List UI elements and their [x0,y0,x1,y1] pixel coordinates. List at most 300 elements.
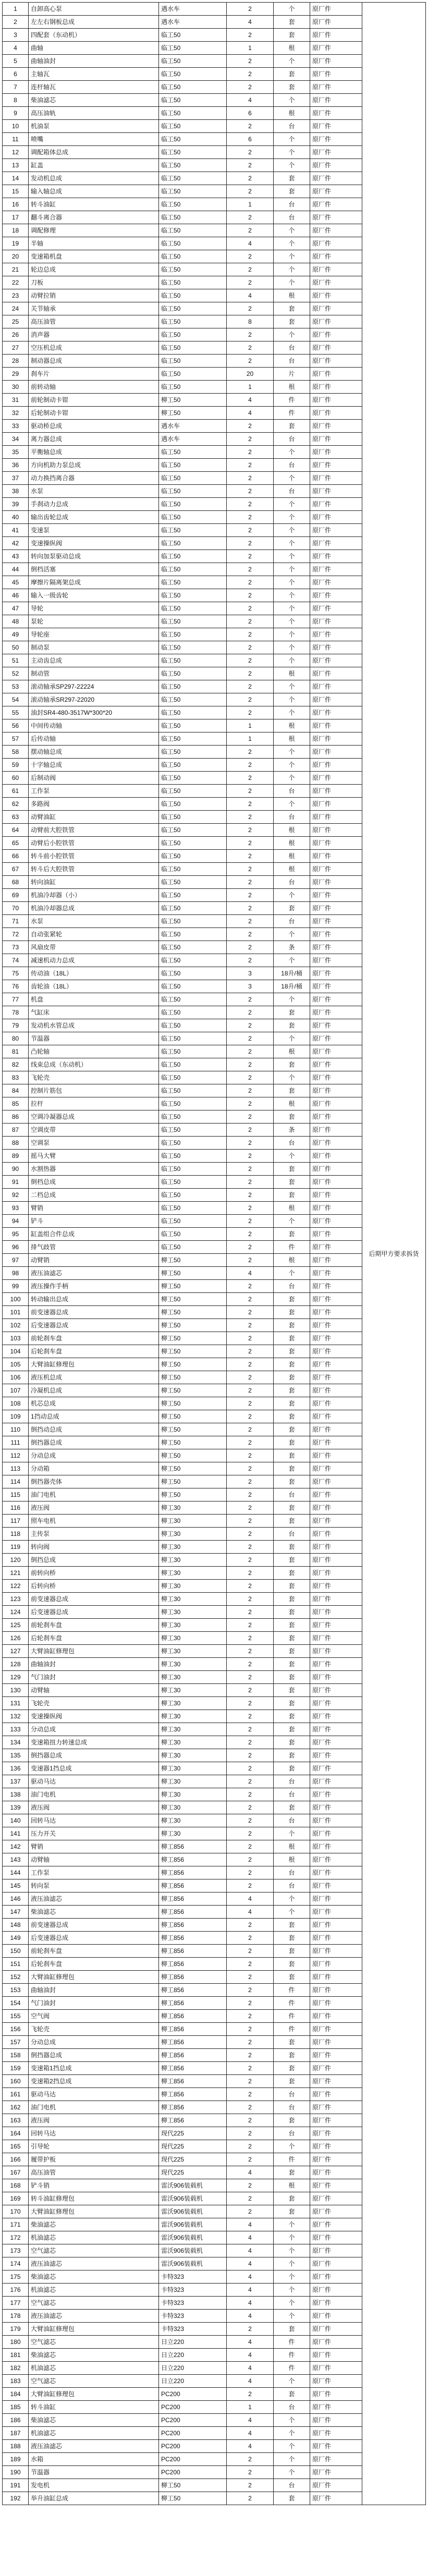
part-name-cell: 动臂轴 [29,1684,159,1697]
row-number-cell: 49 [3,628,29,641]
unit-cell: 套 [274,1058,310,1071]
row-number-cell: 97 [3,1254,29,1267]
unit-cell: 套 [274,1371,310,1384]
quantity-cell: 4 [227,1893,274,1906]
quantity-cell: 2 [227,654,274,667]
machine-model-cell: 柳工856 [159,2075,227,2088]
row-number-cell: 93 [3,1202,29,1215]
quantity-cell: 2 [227,68,274,81]
unit-cell: 套 [274,420,310,433]
unit-cell: 套 [274,1684,310,1697]
row-number-cell: 9 [3,107,29,120]
unit-cell: 套 [274,1410,310,1423]
part-name-cell: 后轮刹车盘 [29,1958,159,1971]
machine-model-cell: 柳工30 [159,1801,227,1814]
part-type-cell: 原厂件 [310,1137,362,1150]
machine-model-cell: 雷沃906装载机 [159,2257,227,2270]
part-name-cell: 铲斗销 [29,2179,159,2192]
quantity-cell: 2 [227,693,274,706]
part-name-cell: 引导轮 [29,2140,159,2153]
part-name-cell: 控制片筋包 [29,1084,159,1097]
row-number-cell: 95 [3,1228,29,1241]
machine-model-cell: 柳工856 [159,1984,227,1997]
part-name-cell: 动臂后小腔铁管 [29,837,159,850]
part-name-cell: 调配修理 [29,224,159,237]
unit-cell: 件 [274,2336,310,2349]
machine-model-cell: 柳工856 [159,1840,227,1853]
machine-model-cell: 柳工856 [159,2114,227,2127]
part-type-cell: 原厂件 [310,785,362,798]
part-type-cell: 原厂件 [310,1945,362,1958]
row-number-cell: 54 [3,693,29,706]
machine-model-cell: 柳工50 [159,394,227,407]
machine-model-cell: 柳工30 [159,1658,227,1671]
quantity-cell: 2 [227,602,274,615]
row-number-cell: 129 [3,1671,29,1684]
quantity-cell: 1 [227,732,274,746]
part-name-cell: 转斗后大腔铁管 [29,863,159,876]
part-name-cell: 后变速器总成 [29,1319,159,1332]
part-type-cell: 原厂件 [310,2466,362,2479]
part-name-cell: 水泵 [29,915,159,928]
unit-cell: 台 [274,211,310,224]
part-name-cell: 液压油滤芯 [29,2257,159,2270]
unit-cell: 个 [274,746,310,759]
unit-cell: 套 [274,1345,310,1358]
row-number-cell: 20 [3,250,29,263]
machine-model-cell: 雷沃906装载机 [159,2192,227,2205]
quantity-cell: 4 [227,2414,274,2427]
part-name-cell: 中间传动轴 [29,719,159,732]
row-number-cell: 71 [3,915,29,928]
part-type-cell: 原厂件 [310,537,362,550]
row-number-cell: 10 [3,120,29,133]
unit-cell: 套 [274,1619,310,1632]
row-number-cell: 172 [3,2231,29,2244]
quantity-cell: 4 [227,2440,274,2453]
quantity-cell: 4 [227,2310,274,2323]
unit-cell: 套 [274,1515,310,1528]
part-type-cell: 原厂件 [310,1515,362,1528]
quantity-cell: 2 [227,185,274,198]
machine-model-cell: 临工50 [159,1137,227,1150]
part-name-cell: 油门电机 [29,2101,159,2114]
part-type-cell: 原厂件 [310,954,362,967]
part-name-cell: 四配套（东动机） [29,29,159,42]
machine-model-cell: 柳工30 [159,1632,227,1645]
row-number-cell: 147 [3,1906,29,1919]
quantity-cell: 4 [227,2349,274,2362]
unit-cell: 套 [274,1932,310,1945]
part-name-cell: 转向泵 [29,1879,159,1893]
unit-cell: 套 [274,1319,310,1332]
part-type-cell: 原厂件 [310,2401,362,2414]
machine-model-cell: PC200 [159,2414,227,2427]
part-name-cell: 转向阀 [29,1541,159,1554]
part-type-cell: 原厂件 [310,1645,362,1658]
unit-cell: 套 [274,1332,310,1345]
quantity-cell: 2 [227,902,274,915]
row-number-cell: 134 [3,1736,29,1749]
machine-model-cell: 临工50 [159,1110,227,1124]
machine-model-cell: 临工50 [159,576,227,589]
quantity-cell: 2 [227,928,274,941]
unit-cell: 套 [274,1384,310,1397]
unit-cell: 根 [274,381,310,394]
quantity-cell: 2 [227,1997,274,2010]
quantity-cell: 2 [227,1293,274,1306]
quantity-cell: 2 [227,3,274,16]
unit-cell: 个 [274,1267,310,1280]
unit-cell: 根 [274,850,310,863]
part-name-cell: 后制动阀 [29,772,159,785]
unit-cell: 根 [274,107,310,120]
quantity-cell: 2 [227,2023,274,2036]
machine-model-cell: 临工50 [159,759,227,772]
part-type-cell: 原厂件 [310,915,362,928]
part-name-cell: 倒挡器壳体 [29,1475,159,1488]
machine-model-cell: 柳工50 [159,1449,227,1462]
part-name-cell: 主轴瓦 [29,68,159,81]
machine-model-cell: 临工50 [159,55,227,68]
part-type-cell: 原厂件 [310,993,362,1006]
quantity-cell: 2 [227,2010,274,2023]
row-number-cell: 89 [3,1150,29,1163]
quantity-cell: 2 [227,2153,274,2166]
part-type-cell: 原厂件 [310,1684,362,1697]
quantity-cell: 4 [227,289,274,302]
machine-model-cell: 柳工856 [159,2023,227,2036]
quantity-cell: 2 [227,706,274,719]
machine-model-cell: 临工50 [159,993,227,1006]
part-type-cell: 原厂件 [310,2336,362,2349]
machine-model-cell: 临工50 [159,706,227,719]
quantity-cell: 2 [227,1658,274,1671]
part-name-cell: 机油滤芯 [29,2231,159,2244]
part-type-cell: 原厂件 [310,2062,362,2075]
part-name-cell: 动臂油缸 [29,811,159,824]
part-type-cell: 原厂件 [310,1202,362,1215]
quantity-cell: 2 [227,1137,274,1150]
quantity-cell: 2 [227,1436,274,1449]
part-type-cell: 原厂件 [310,1475,362,1488]
machine-model-cell: 柳工50 [159,1332,227,1345]
unit-cell: 套 [274,1176,310,1189]
part-name-cell: 大臂油缸修理包 [29,1358,159,1371]
machine-model-cell: 临工50 [159,693,227,706]
quantity-cell: 2 [227,341,274,355]
part-type-cell: 原厂件 [310,1619,362,1632]
quantity-cell: 2 [227,1593,274,1606]
quantity-cell: 2 [227,1462,274,1475]
part-name-cell: 液压油滤芯 [29,1893,159,1906]
machine-model-cell: 临工50 [159,550,227,563]
quantity-cell: 2 [227,641,274,654]
quantity-cell: 2 [227,759,274,772]
unit-cell: 根 [274,824,310,837]
machine-model-cell: 柳工50 [159,1306,227,1319]
quantity-cell: 2 [227,1840,274,1853]
part-type-cell: 原厂件 [310,1827,362,1840]
row-number-cell: 136 [3,1762,29,1775]
machine-model-cell: PC200 [159,2453,227,2466]
quantity-cell: 4 [227,2336,274,2349]
part-type-cell: 原厂件 [310,1410,362,1423]
unit-cell: 根 [274,1097,310,1110]
machine-model-cell: 柳工856 [159,2010,227,2023]
unit-cell: 个 [274,589,310,602]
row-number-cell: 86 [3,1110,29,1124]
quantity-cell: 2 [227,120,274,133]
row-number-cell: 35 [3,446,29,459]
quantity-cell: 2 [227,159,274,172]
part-type-cell: 原厂件 [310,485,362,498]
part-name-cell: 履带护板 [29,2153,159,2166]
part-name-cell: 液压操作手柄 [29,1280,159,1293]
row-number-cell: 145 [3,1879,29,1893]
quantity-cell: 2 [227,1358,274,1371]
part-type-cell: 原厂件 [310,1280,362,1293]
part-name-cell: 分动总成 [29,1449,159,1462]
machine-model-cell: 临工50 [159,902,227,915]
part-name-cell: 油门电机 [29,1488,159,1501]
machine-model-cell: 临工50 [159,498,227,511]
machine-model-cell: 柳工856 [159,1919,227,1932]
row-number-cell: 82 [3,1058,29,1071]
machine-model-cell: 柳工30 [159,1723,227,1736]
machine-model-cell: 柳工30 [159,1697,227,1710]
machine-model-cell: 柳工856 [159,1893,227,1906]
part-name-cell: 输入一级齿轮 [29,589,159,602]
part-type-cell: 原厂件 [310,1293,362,1306]
unit-cell: 套 [274,1645,310,1658]
row-number-cell: 83 [3,1071,29,1084]
part-type-cell: 原厂件 [310,133,362,146]
row-number-cell: 126 [3,1632,29,1645]
quantity-cell: 2 [227,954,274,967]
part-name-cell: 空气滤芯 [29,2244,159,2257]
quantity-cell: 2 [227,2036,274,2049]
part-type-cell: 原厂件 [310,1319,362,1332]
unit-cell: 套 [274,1306,310,1319]
unit-cell: 个 [274,2140,310,2153]
quantity-cell: 2 [227,1084,274,1097]
unit-cell: 根 [274,732,310,746]
part-name-cell: 柴油滤芯 [29,94,159,107]
part-name-cell: 驱动马达 [29,1775,159,1788]
machine-model-cell: 现代225 [159,2153,227,2166]
quantity-cell: 2 [227,1866,274,1879]
quantity-cell: 2 [227,1958,274,1971]
row-number-cell: 177 [3,2297,29,2310]
unit-cell: 台 [274,2401,310,2414]
part-name-cell: 刹车片 [29,368,159,381]
part-type-cell: 原厂件 [310,1906,362,1919]
row-number-cell: 107 [3,1384,29,1397]
part-type-cell: 原厂件 [310,602,362,615]
quantity-cell: 2 [227,1215,274,1228]
part-type-cell: 原厂件 [310,1580,362,1593]
part-type-cell: 原厂件 [310,68,362,81]
row-number-cell: 180 [3,2336,29,2349]
machine-model-cell: 临工50 [159,850,227,863]
machine-model-cell: 柳工30 [159,1554,227,1567]
quantity-cell: 2 [227,1984,274,1997]
part-type-cell: 原厂件 [310,368,362,381]
quantity-cell: 2 [227,1801,274,1814]
machine-model-cell: 临工50 [159,967,227,980]
unit-cell: 片 [274,368,310,381]
row-number-cell: 51 [3,654,29,667]
unit-cell: 个 [274,146,310,159]
part-name-cell: 空调泵 [29,1137,159,1150]
row-number-cell: 166 [3,2153,29,2166]
unit-cell: 个 [274,263,310,276]
quantity-cell: 2 [227,1736,274,1749]
row-number-cell: 48 [3,615,29,628]
quantity-cell: 2 [227,459,274,472]
unit-cell: 个 [274,798,310,811]
machine-model-cell: 柳工30 [159,1515,227,1528]
part-name-cell: 制动管 [29,667,159,680]
unit-cell: 台 [274,2127,310,2140]
machine-model-cell: 卡特323 [159,2323,227,2336]
unit-cell: 套 [274,1110,310,1124]
unit-cell: 根 [274,42,310,55]
part-type-cell: 原厂件 [310,1749,362,1762]
row-number-cell: 176 [3,2284,29,2297]
row-number-cell: 111 [3,1436,29,1449]
row-number-cell: 151 [3,1958,29,1971]
table-row [3,3,426,16]
row-number-cell: 32 [3,407,29,420]
part-type-cell: 原厂件 [310,29,362,42]
unit-cell: 个 [274,537,310,550]
part-name-cell: 前转动轴 [29,381,159,394]
unit-cell: 件 [274,1984,310,1997]
part-type-cell: 原厂件 [310,2427,362,2440]
unit-cell: 个 [274,511,310,524]
quantity-cell: 2 [227,2492,274,2505]
row-number-cell: 173 [3,2244,29,2257]
row-number-cell: 108 [3,1397,29,1410]
part-name-cell: 冷凝机总成 [29,1384,159,1397]
machine-model-cell: 临工50 [159,954,227,967]
part-name-cell: 工作泵 [29,785,159,798]
quantity-cell: 2 [227,1410,274,1423]
part-type-cell: 原厂件 [310,1267,362,1280]
unit-cell: 套 [274,1189,310,1202]
unit-cell: 台 [274,355,310,368]
row-number-cell: 41 [3,524,29,537]
part-name-cell: 节温器 [29,2466,159,2479]
row-number-cell: 85 [3,1097,29,1110]
machine-model-cell: 柳工856 [159,1906,227,1919]
unit-cell: 件 [274,2349,310,2362]
part-name-cell: 水箱 [29,2453,159,2466]
part-type-cell: 原厂件 [310,1215,362,1228]
part-name-cell: 摩擦片隔离架总成 [29,576,159,589]
quantity-cell: 2 [227,1163,274,1176]
quantity-cell: 1 [227,42,274,55]
part-type-cell: 原厂件 [310,2166,362,2179]
machine-model-cell: 柳工50 [159,1423,227,1436]
quantity-cell: 2 [227,1814,274,1827]
machine-model-cell: 临工50 [159,837,227,850]
part-name-cell: 柴油滤芯 [29,2349,159,2362]
machine-model-cell: 临工50 [159,368,227,381]
part-type-cell: 原厂件 [310,2362,362,2375]
part-type-cell: 原厂件 [310,1541,362,1554]
part-type-cell: 原厂件 [310,2244,362,2257]
part-name-cell: 刀板 [29,276,159,289]
unit-cell: 个 [274,1150,310,1163]
machine-model-cell: 柳工50 [159,1384,227,1397]
machine-model-cell: 柳工856 [159,1958,227,1971]
part-type-cell: 原厂件 [310,355,362,368]
quantity-cell: 2 [227,1671,274,1684]
quantity-cell: 2 [227,485,274,498]
quantity-cell: 2 [227,1515,274,1528]
unit-cell: 个 [274,993,310,1006]
row-number-cell: 175 [3,2270,29,2284]
quantity-cell: 3 [227,980,274,993]
row-number-cell: 110 [3,1423,29,1436]
row-number-cell: 115 [3,1488,29,1501]
row-number-cell: 156 [3,2023,29,2036]
unit-cell: 件 [274,2362,310,2375]
row-number-cell: 33 [3,420,29,433]
row-number-cell: 67 [3,863,29,876]
row-number-cell: 46 [3,589,29,602]
unit-cell: 个 [274,472,310,485]
row-number-cell: 13 [3,159,29,172]
quantity-cell: 2 [227,2388,274,2401]
part-name-cell: 曲轴油封 [29,55,159,68]
part-type-cell: 原厂件 [310,107,362,120]
part-type-cell: 原厂件 [310,524,362,537]
part-type-cell: 原厂件 [310,328,362,341]
part-type-cell: 原厂件 [310,211,362,224]
row-number-cell: 14 [3,172,29,185]
part-type-cell: 原厂件 [310,81,362,94]
unit-cell: 套 [274,1084,310,1097]
machine-model-cell: 临工50 [159,159,227,172]
quantity-cell: 4 [227,2375,274,2388]
part-type-cell: 原厂件 [310,1853,362,1866]
unit-cell: 个 [274,550,310,563]
machine-model-cell: 柳工30 [159,1736,227,1749]
unit-cell: 个 [274,654,310,667]
machine-model-cell: 柳工50 [159,1345,227,1358]
row-number-cell: 191 [3,2479,29,2492]
row-number-cell: 105 [3,1358,29,1371]
row-number-cell: 72 [3,928,29,941]
unit-cell: 个 [274,55,310,68]
row-number-cell: 135 [3,1749,29,1762]
unit-cell: 台 [274,485,310,498]
machine-model-cell: 临工50 [159,459,227,472]
machine-model-cell: 临工50 [159,472,227,485]
quantity-cell: 2 [227,798,274,811]
row-number-cell: 94 [3,1215,29,1228]
quantity-cell: 2 [227,146,274,159]
unit-cell: 套 [274,185,310,198]
quantity-cell: 2 [227,1045,274,1058]
machine-model-cell: 临工50 [159,1215,227,1228]
unit-cell: 套 [274,1749,310,1762]
part-name-cell: 发电机 [29,2479,159,2492]
